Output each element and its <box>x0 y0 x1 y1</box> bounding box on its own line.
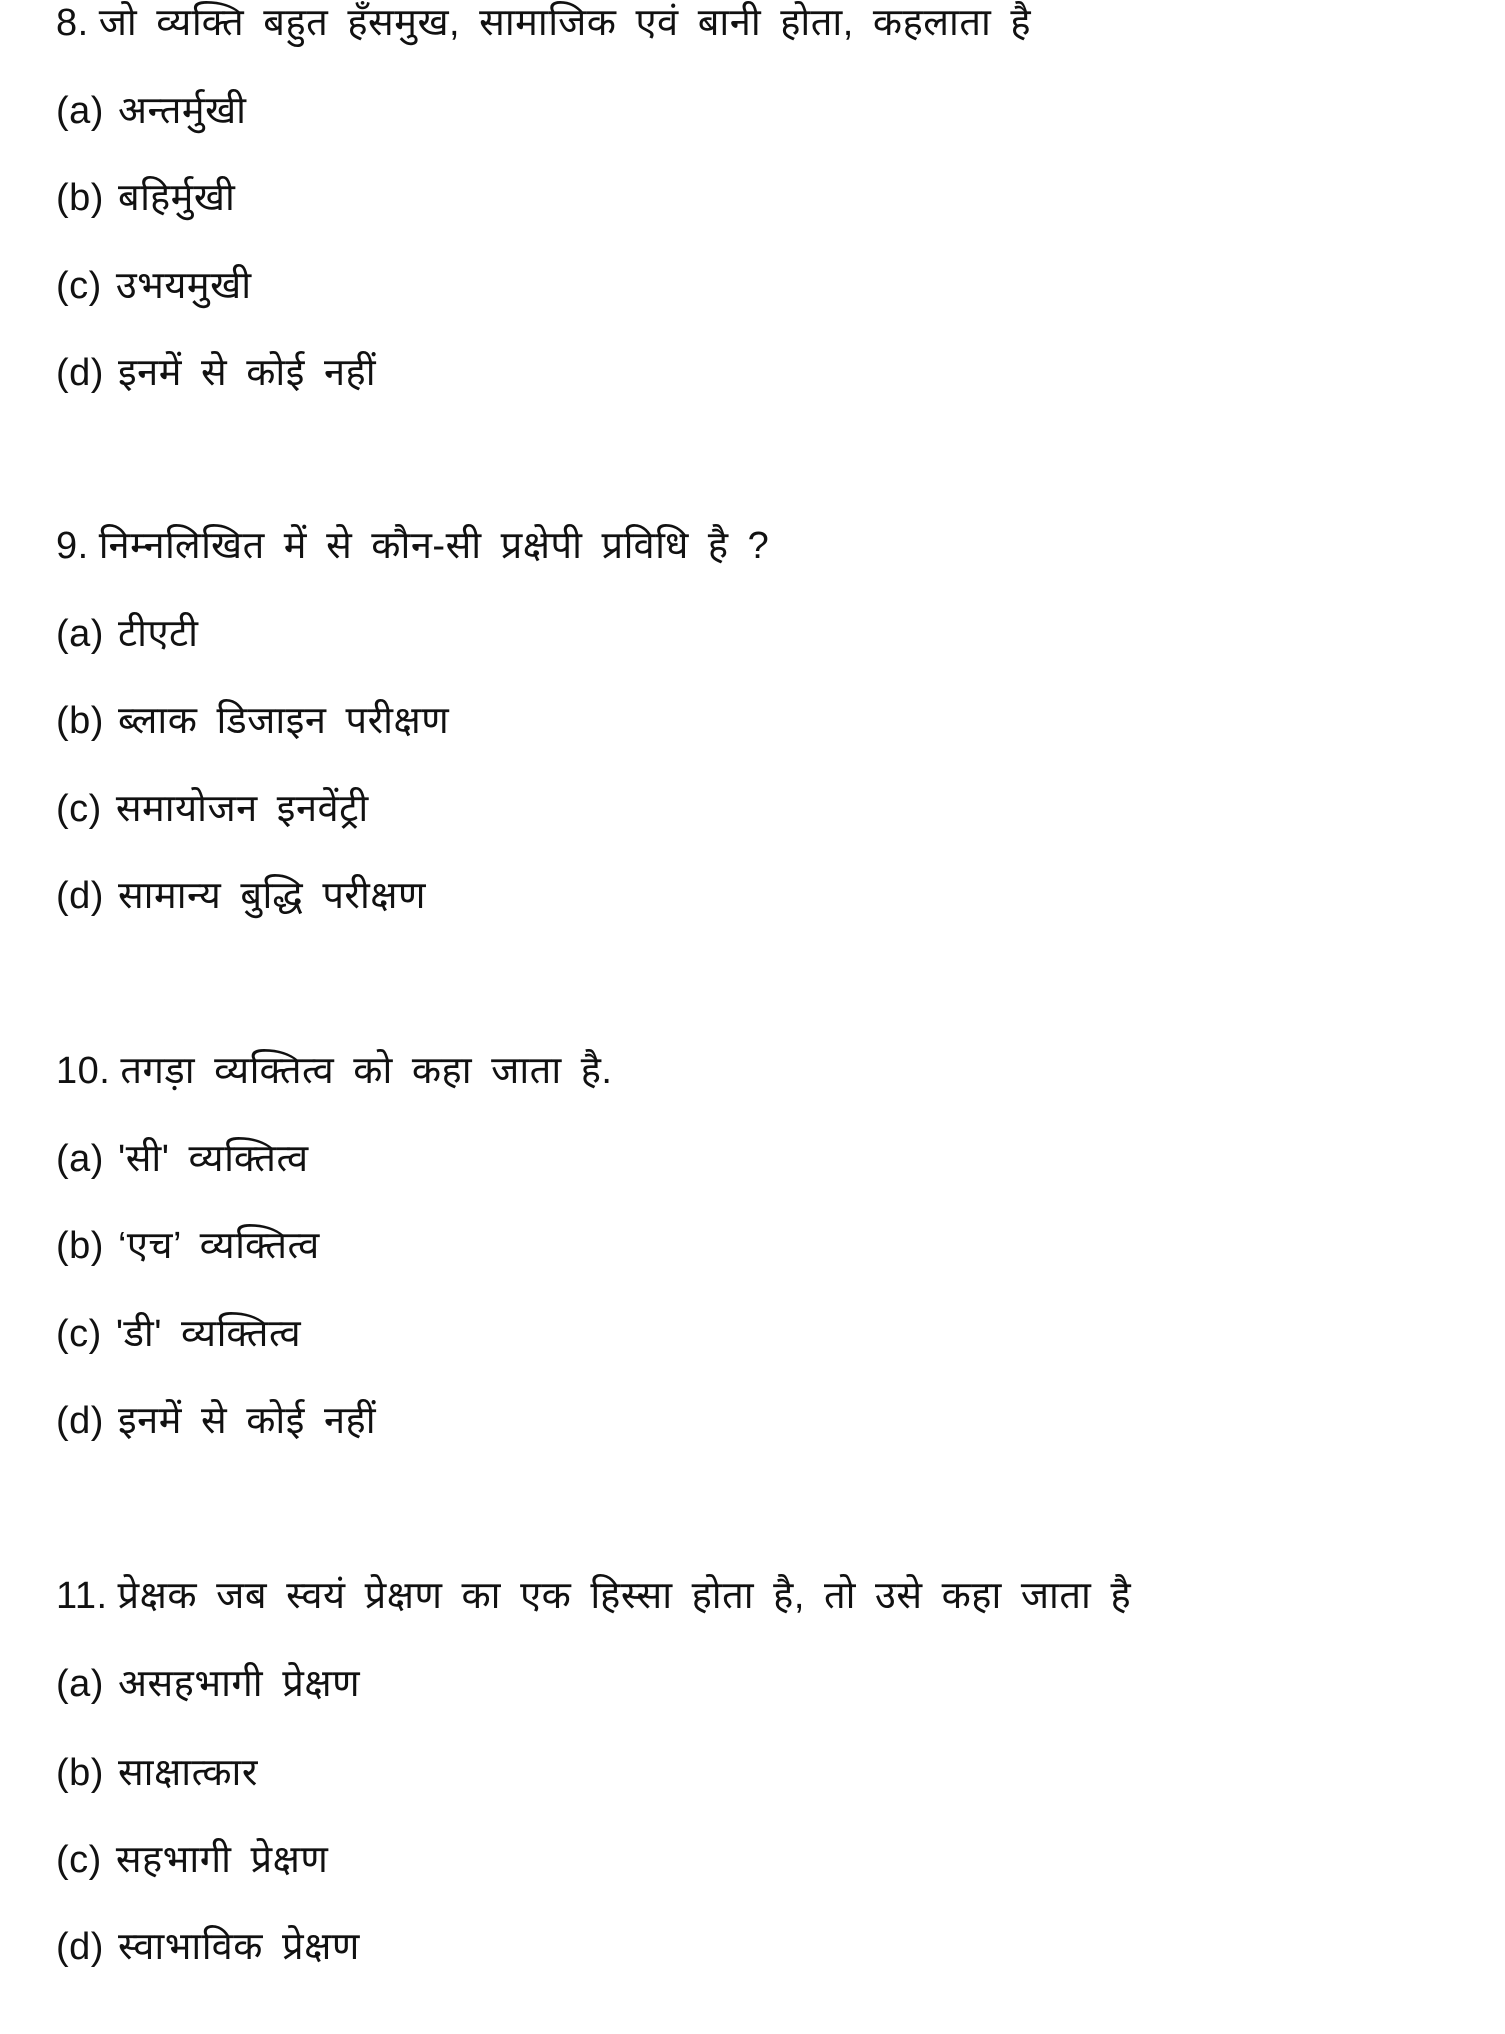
option-label: (b) <box>56 700 104 742</box>
question-11-title <box>56 1573 1131 1619</box>
option-text: ब्लाक डिजाइन परीक्षण <box>117 700 450 742</box>
question-11-option-d <box>56 1924 360 1970</box>
option-text: अन्तर्मुखी <box>117 90 247 132</box>
question-8-option-b <box>56 175 235 221</box>
option-label: (c) <box>56 1313 102 1355</box>
question-10-option-b <box>56 1223 320 1269</box>
question-number: 9. <box>56 525 89 567</box>
question-text: प्रेक्षक जब स्वयं प्रेक्षण का एक हिस्सा होता है, तो उसे कहा जाता है <box>117 1575 1132 1617</box>
option-label: (c) <box>56 788 102 830</box>
option-text: इनमें से कोई नहीं <box>117 352 377 394</box>
question-11-option-c <box>56 1837 328 1883</box>
question-10-option-d <box>56 1398 376 1444</box>
option-text: 'सी' व्यक्तित्व <box>117 1138 309 1180</box>
option-label: (d) <box>56 1926 104 1968</box>
option-text: स्वाभाविक प्रेक्षण <box>117 1926 360 1968</box>
option-text: ‘एच’ व्यक्तित्व <box>117 1225 320 1267</box>
question-8-option-d <box>56 350 376 396</box>
option-text: इनमें से कोई नहीं <box>117 1400 377 1442</box>
question-8-title <box>56 0 1031 46</box>
option-text: असहभागी प्रेक्षण <box>117 1663 361 1705</box>
option-text: साक्षात्कार <box>117 1752 258 1794</box>
option-label: (a) <box>56 1663 104 1705</box>
question-text: जो व्यक्ति बहुत हँसमुख, सामाजिक एवं बानी होता, कहलाता है <box>98 2 1032 44</box>
question-11-option-b <box>56 1750 258 1796</box>
question-9-option-c <box>56 786 369 832</box>
question-10-option-a <box>56 1136 309 1182</box>
question-9-title <box>56 523 769 569</box>
question-number: 11. <box>56 1575 108 1617</box>
question-11-option-a <box>56 1661 360 1707</box>
option-label: (a) <box>56 90 104 132</box>
option-label: (d) <box>56 875 104 917</box>
option-text: सामान्य बुद्धि परीक्षण <box>117 875 427 917</box>
option-label: (d) <box>56 1400 104 1442</box>
question-number: 10. <box>56 1050 111 1092</box>
question-text: तगड़ा व्यक्तित्व को कहा जाता है. <box>120 1050 613 1092</box>
question-8-option-a <box>56 88 247 134</box>
question-8-option-c <box>56 263 252 309</box>
option-text: उभयमुखी <box>115 265 252 307</box>
question-9-option-b <box>56 698 449 744</box>
option-label: (b) <box>56 1225 104 1267</box>
option-label: (a) <box>56 613 104 655</box>
question-10-option-c <box>56 1311 301 1357</box>
option-text: बहिर्मुखी <box>117 177 236 219</box>
option-text: सहभागी प्रेक्षण <box>115 1839 329 1881</box>
option-label: (c) <box>56 1839 102 1881</box>
option-text: टीएटी <box>117 613 199 655</box>
option-label: (c) <box>56 265 102 307</box>
question-9-option-d <box>56 873 426 919</box>
option-label: (a) <box>56 1138 104 1180</box>
option-text: समायोजन इनवेंट्री <box>115 788 369 830</box>
question-9-option-a <box>56 611 198 657</box>
option-label: (b) <box>56 177 104 219</box>
option-label: (d) <box>56 352 104 394</box>
option-label: (b) <box>56 1752 104 1794</box>
question-10-title <box>56 1048 612 1094</box>
option-text: 'डी' व्यक्तित्व <box>115 1313 302 1355</box>
question-number: 8. <box>56 2 89 44</box>
question-text: निम्नलिखित में से कौन-सी प्रक्षेपी प्रविधि है ? <box>98 525 770 567</box>
